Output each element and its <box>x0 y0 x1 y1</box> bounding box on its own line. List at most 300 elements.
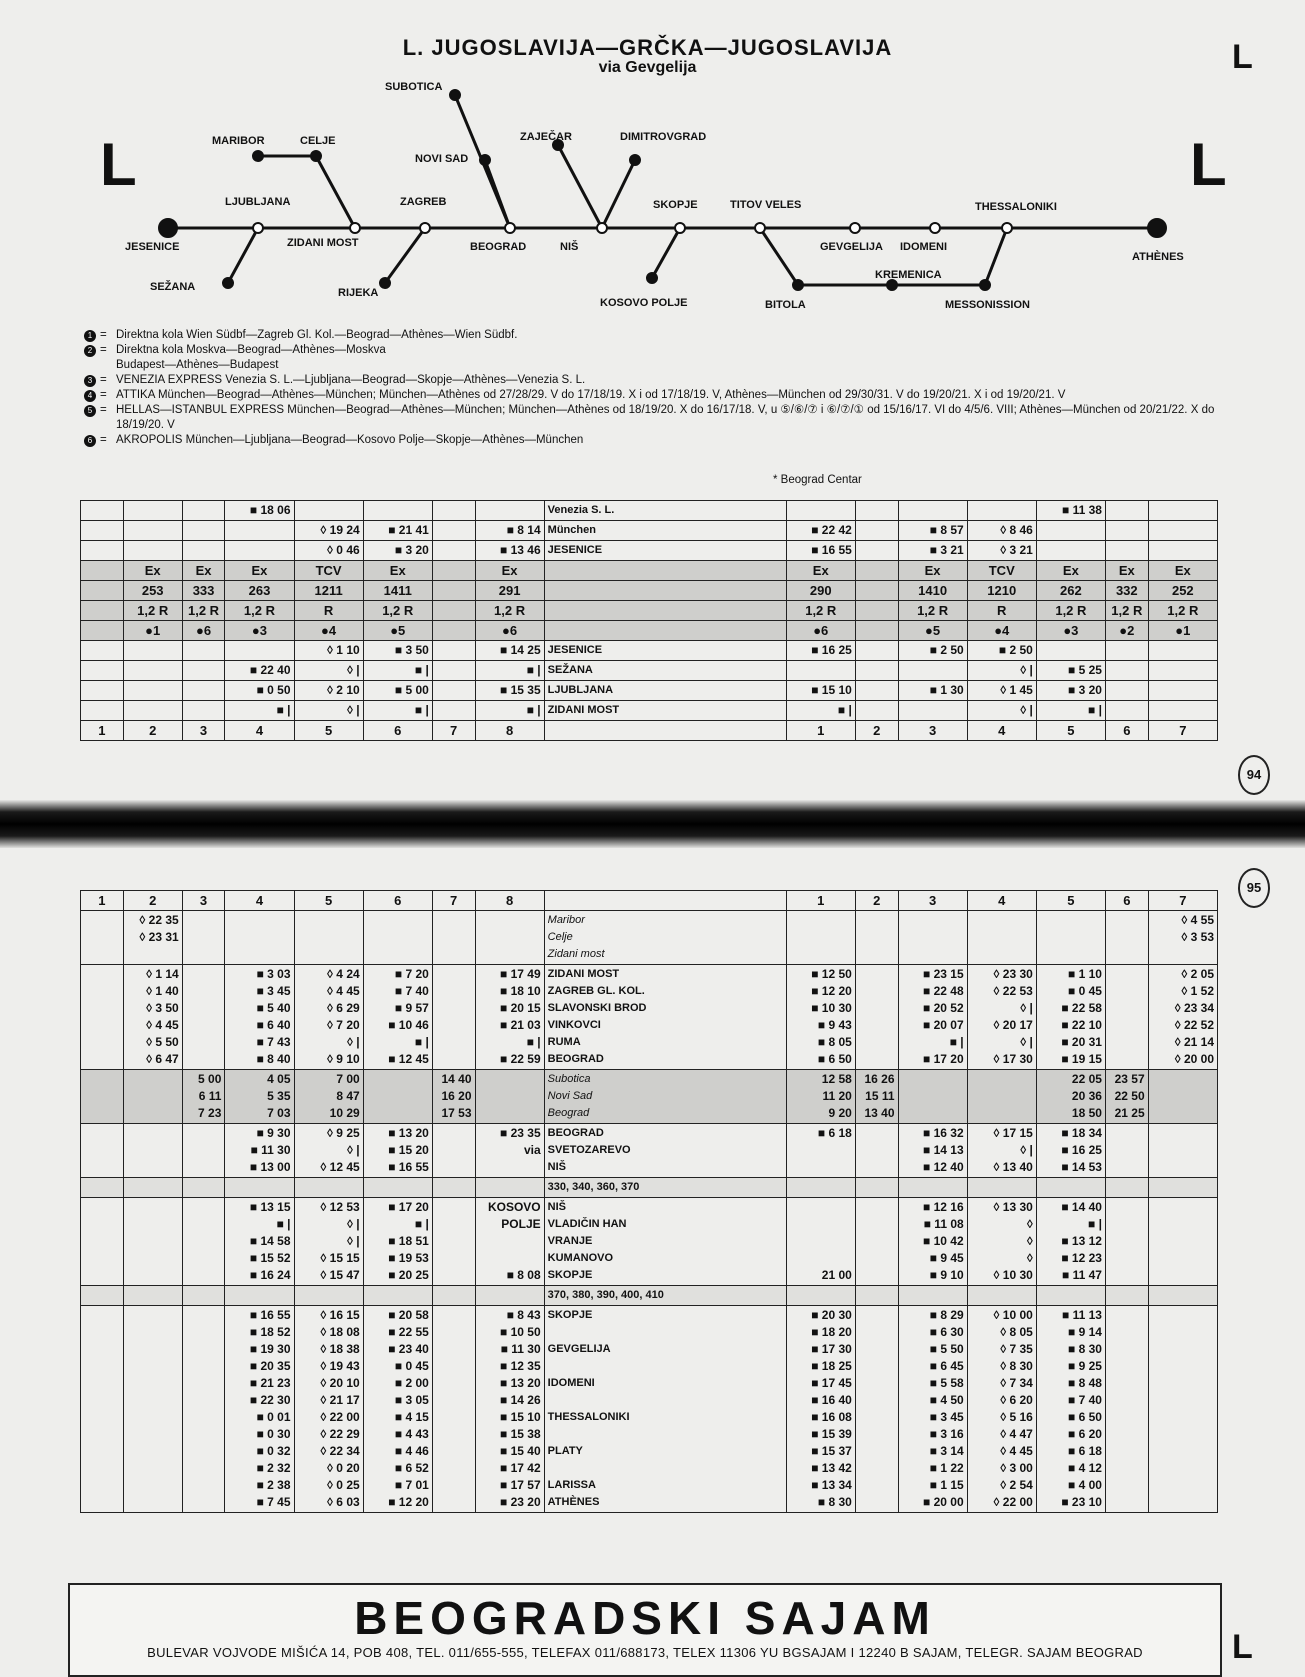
time-cell: ■ 2 50 <box>967 641 1036 661</box>
train-classes-cell <box>432 601 475 621</box>
train-classes-cell: 1,2 R <box>898 601 967 621</box>
blank-cell <box>182 1178 225 1198</box>
time-cell: ■ 16 25 <box>786 641 855 661</box>
time-cell: ◊ 13 30 ◊ ◊ ◊ ◊ 10 30 <box>967 1198 1036 1286</box>
time-cell: ■ 1 30 <box>898 681 967 701</box>
top-timetable <box>80 500 1218 741</box>
time-cell <box>182 681 225 701</box>
time-cell <box>432 965 475 1070</box>
train-type-cell: Ex <box>225 561 294 581</box>
time-cell <box>967 501 1036 521</box>
time-cell <box>81 1306 124 1513</box>
city-titov-veles: TITOV VELES <box>730 199 802 211</box>
time-cell: ◊ 8 46 <box>967 521 1036 541</box>
blank-cell <box>1105 1286 1148 1306</box>
station-cell: BEOGRAD SVETOZAREVO NIŠ <box>544 1124 786 1178</box>
train-type-cell: Ex <box>363 561 432 581</box>
time-cell <box>1105 501 1148 521</box>
blank-cell <box>1105 1178 1148 1198</box>
time-cell: ◊ 4 55 ◊ 3 53 <box>1148 911 1217 965</box>
column-number: 2 <box>123 721 182 741</box>
train-number-cell: 1410 <box>898 581 967 601</box>
time-cell: ■ 3 21 <box>898 541 967 561</box>
time-cell: ■ 5 25 <box>1036 661 1105 681</box>
note-row <box>82 358 1217 373</box>
banner-title: BEOGRADSKI SAJAM <box>354 1592 936 1644</box>
train-number-cell: 1411 <box>363 581 432 601</box>
time-cell: ◊ 1 10 <box>294 641 363 661</box>
time-cell: ■ 17 49 ■ 18 10 ■ 20 15 ■ 21 03 ■ | ■ 22 59 <box>475 965 544 1070</box>
time-cell <box>182 541 225 561</box>
blank-cell <box>363 1178 432 1198</box>
note-text: Direktna kola Moskva—Beograd—Athènes—Moskva <box>116 344 386 356</box>
time-cell <box>475 501 544 521</box>
train-classes-cell: 1,2 R <box>786 601 855 621</box>
time-cell <box>786 501 855 521</box>
train-type-cell: Ex <box>898 561 967 581</box>
time-cell: ■ | <box>786 701 855 721</box>
time-cell <box>182 1198 225 1286</box>
column-number: 5 <box>294 721 363 741</box>
city-athenes: ATHÈNES <box>1132 251 1184 263</box>
time-cell <box>182 521 225 541</box>
time-cell: ◊ 4 24 ◊ 4 45 ◊ 6 29 ◊ 7 20 ◊ | ◊ 9 10 <box>294 965 363 1070</box>
train-classes-cell: 1,2 R <box>182 601 225 621</box>
blank-cell <box>123 1286 182 1306</box>
time-cell: ◊ 16 15 ◊ 18 08 ◊ 18 38 ◊ 19 43 ◊ 20 10 ◊ 21 17 ◊ 22 00 ◊ 22 29 ◊ 22 34 ◊ 0 20 ◊ 0 25 ◊ 6 03 <box>294 1306 363 1513</box>
time-cell <box>182 641 225 661</box>
column-number: 6 <box>1105 891 1148 911</box>
time-cell <box>1148 1306 1217 1513</box>
time-cell: ■ 8 57 <box>898 521 967 541</box>
time-cell: ■ 17 20 ■ | ■ 18 51 ■ 19 53 ■ 20 25 <box>363 1198 432 1286</box>
train-type-cell: TCV <box>294 561 363 581</box>
station-athenes-dot <box>1148 219 1166 237</box>
time-cell <box>1148 661 1217 681</box>
column-number: 1 <box>786 891 855 911</box>
train-classes-cell: 1,2 R <box>475 601 544 621</box>
station-cell: München <box>544 521 786 541</box>
train-classes-cell: 1,2 R <box>363 601 432 621</box>
time-cell <box>1148 701 1217 721</box>
time-cell <box>81 521 124 541</box>
time-cell: ■ 15 10 <box>786 681 855 701</box>
column-number: 7 <box>1148 891 1217 911</box>
column-number: 3 <box>182 721 225 741</box>
column-number: 8 <box>475 721 544 741</box>
time-cell: ■ 2 50 <box>898 641 967 661</box>
time-cell <box>432 641 475 661</box>
blank-cell <box>1148 1286 1217 1306</box>
blank-cell <box>786 1178 855 1198</box>
city-idomeni: IDOMENI <box>900 241 948 253</box>
time-cell: 4 05 5 35 7 03 <box>225 1070 294 1124</box>
time-cell <box>432 1198 475 1286</box>
time-cell <box>432 681 475 701</box>
column-number: 4 <box>225 891 294 911</box>
train-number-cell: 291 <box>475 581 544 601</box>
time-cell <box>1148 641 1217 661</box>
column-number: 2 <box>855 891 898 911</box>
time-cell <box>1148 521 1217 541</box>
top-page <box>0 0 1305 800</box>
corner-mark-bottom: L <box>1232 1628 1253 1666</box>
station-cell: SEŽANA <box>544 661 786 681</box>
section-letter-right: L <box>1190 131 1227 198</box>
blank-cell <box>544 721 786 741</box>
train-type-cell: Ex <box>786 561 855 581</box>
train-classes-cell: 1,2 R <box>1036 601 1105 621</box>
time-cell <box>225 911 294 965</box>
blank-cell <box>898 1178 967 1198</box>
note-marker-cell: ●4 <box>967 621 1036 641</box>
train-number-cell <box>432 581 475 601</box>
time-cell: ■ | <box>225 701 294 721</box>
time-cell: 16 26 15 11 13 40 <box>855 1070 898 1124</box>
time-cell: KOSOVO POLJE ■ 8 08 <box>475 1198 544 1286</box>
time-cell: ◊ | <box>967 661 1036 681</box>
city-messonissi: MESSONISSION <box>945 299 1030 311</box>
time-cell <box>81 1124 124 1178</box>
time-cell: ◊ 1 45 <box>967 681 1036 701</box>
time-cell: ■ 5 00 <box>363 681 432 701</box>
time-cell: ■ 18 06 <box>225 501 294 521</box>
station-cell: ZIDANI MOST <box>544 701 786 721</box>
section-row <box>81 1286 1218 1306</box>
page-number-bottom: 95 <box>1238 868 1270 908</box>
column-number: 2 <box>855 721 898 741</box>
time-cell: ■ 14 25 <box>475 641 544 661</box>
blank-cell <box>81 621 124 641</box>
city-gevgelija: GEVGELIJA <box>820 241 883 253</box>
time-cell <box>1105 701 1148 721</box>
note-marker-cell: ●6 <box>182 621 225 641</box>
time-cell <box>363 501 432 521</box>
time-cell: 22 05 20 36 18 50 <box>1036 1070 1105 1124</box>
train-classes-cell <box>855 601 898 621</box>
time-cell <box>1105 1306 1148 1513</box>
time-cell: ■ 18 34 ■ 16 25 ■ 14 53 <box>1036 1124 1105 1178</box>
column-number: 6 <box>363 721 432 741</box>
train-classes-cell: R <box>294 601 363 621</box>
train-number-cell: 1210 <box>967 581 1036 601</box>
column-number: 7 <box>432 891 475 911</box>
column-number: 5 <box>1036 891 1105 911</box>
station-cell: JESENICE <box>544 541 786 561</box>
time-cell <box>432 1124 475 1178</box>
time-cell: ◊ 17 15 ◊ | ◊ 13 40 <box>967 1124 1036 1178</box>
time-cell <box>123 681 182 701</box>
section-row <box>81 1178 1218 1198</box>
time-cell: ◊ 2 05 ◊ 1 52 ◊ 23 34 ◊ 22 52 ◊ 21 14 ◊ 20 00 <box>1148 965 1217 1070</box>
train-header-row <box>81 601 1218 621</box>
time-cell: ◊ 23 30 ◊ 22 53 ◊ | ◊ 20 17 ◊ | ◊ 17 30 <box>967 965 1036 1070</box>
blank-cell <box>81 1178 124 1198</box>
station-cell: SKOPJE GEVGELIJA IDOMENI THESSALONIKI PLATY LARISSA ATHÈNES <box>544 1306 786 1513</box>
time-cell: 7 00 8 47 10 29 <box>294 1070 363 1124</box>
time-cell <box>81 661 124 681</box>
train-type-cell: Ex <box>1036 561 1105 581</box>
time-cell: ■ 13 15 ■ | ■ 14 58 ■ 15 52 ■ 16 24 <box>225 1198 294 1286</box>
time-cell <box>786 661 855 681</box>
note-marker-cell: ●5 <box>363 621 432 641</box>
page-subtitle: via Gevgelija <box>598 59 697 76</box>
blank-cell <box>81 581 124 601</box>
train-classes-cell: 1,2 R <box>123 601 182 621</box>
note-row: 1 = Direktna kola Wien Südbf—Zagreb Gl. Kol.—Beograd—Athènes—Wien Südbf. <box>82 328 1217 343</box>
bottom-timetable <box>80 890 1218 1513</box>
column-number: 4 <box>967 891 1036 911</box>
table-row <box>81 911 1218 965</box>
city-dimitrovgrad: DIMITROVGRAD <box>620 131 707 143</box>
time-cell <box>81 1070 124 1124</box>
time-cell: ■ 6 18 <box>786 1124 855 1178</box>
time-cell <box>898 661 967 681</box>
train-type-cell: TCV <box>967 561 1036 581</box>
time-cell <box>1105 641 1148 661</box>
blank-cell <box>81 601 124 621</box>
train-type-cell: Ex <box>182 561 225 581</box>
table-row <box>81 501 1218 521</box>
city-thessaloniki: THESSALONIKI <box>975 201 1057 213</box>
time-cell <box>855 1306 898 1513</box>
time-cell: ◊ | <box>967 701 1036 721</box>
top-upper-rows <box>81 501 1218 561</box>
time-cell <box>786 911 855 965</box>
time-cell <box>1105 965 1148 1070</box>
note-marker-cell: ●3 <box>1036 621 1105 641</box>
time-cell <box>432 911 475 965</box>
time-cell: ■ 3 03 ■ 3 45 ■ 5 40 ■ 6 40 ■ 7 43 ■ 8 40 <box>225 965 294 1070</box>
top-lower-rows <box>81 641 1218 721</box>
time-cell: 23 57 22 50 21 25 <box>1105 1070 1148 1124</box>
section-header: 330, 340, 360, 370 <box>544 1178 786 1198</box>
time-cell: ■ 23 15 ■ 22 48 ■ 20 52 ■ 20 07 ■ | ■ 17 20 <box>898 965 967 1070</box>
column-number-row <box>81 891 1218 911</box>
note-marker: 5 <box>84 405 96 417</box>
time-cell: ◊ 1 14 ◊ 1 40 ◊ 3 50 ◊ 4 45 ◊ 5 50 ◊ 6 47 <box>123 965 182 1070</box>
blank-cell <box>475 1286 544 1306</box>
note-marker: 1 <box>84 330 96 342</box>
time-cell <box>81 681 124 701</box>
time-cell: ■ 12 16 ■ 11 08 ■ 10 42 ■ 9 45 ■ 9 10 <box>898 1198 967 1286</box>
note-row: 6 = AKROPOLIS München—Ljubljana—Beograd—Kosovo Polje—Skopje—Athènes—München <box>82 433 1217 448</box>
table-row <box>81 701 1218 721</box>
table-row <box>81 641 1218 661</box>
time-cell: 5 00 6 11 7 23 <box>182 1070 225 1124</box>
time-cell <box>123 521 182 541</box>
time-cell <box>898 501 967 521</box>
time-cell <box>182 911 225 965</box>
time-cell <box>475 1070 544 1124</box>
time-cell <box>1105 521 1148 541</box>
time-cell <box>225 521 294 541</box>
time-cell <box>182 1124 225 1178</box>
city-rijeka: RIJEKA <box>338 287 379 299</box>
note-text: VENEZIA EXPRESS Venezia S. L.—Ljubljana—Beograd—Skopje—Athènes—Venezia S. L. <box>116 374 586 386</box>
time-cell: ■ | <box>1036 701 1105 721</box>
time-cell: ◊ 22 35 ◊ 23 31 <box>123 911 182 965</box>
blank-cell <box>432 1286 475 1306</box>
table-row <box>81 1124 1218 1178</box>
city-zajecar: ZAJEČAR <box>520 131 572 143</box>
time-cell: ■ 12 50 ■ 12 20 ■ 10 30 ■ 9 43 ■ 8 05 ■ 6 50 <box>786 965 855 1070</box>
time-cell: ■ 3 50 <box>363 641 432 661</box>
train-number-cell: 290 <box>786 581 855 601</box>
column-number: 6 <box>363 891 432 911</box>
station-cell: Maribor Celje Zidani most <box>544 911 786 965</box>
time-cell <box>81 641 124 661</box>
column-number: 1 <box>786 721 855 741</box>
time-cell: ■ 3 20 <box>1036 681 1105 701</box>
time-cell <box>182 701 225 721</box>
station-cell: ZIDANI MOST ZAGREB GL. KOL. SLAVONSKI BROD VINKOVCI RUMA BEOGRAD <box>544 965 786 1070</box>
blank-cell <box>967 1178 1036 1198</box>
time-cell <box>1036 911 1105 965</box>
blank-cell <box>544 891 786 911</box>
time-cell <box>123 541 182 561</box>
route-map-svg <box>80 81 1220 330</box>
table-row <box>81 681 1218 701</box>
train-type-cell: Ex <box>475 561 544 581</box>
time-cell: ■ 16 32 ■ 14 13 ■ 12 40 <box>898 1124 967 1178</box>
train-number-cell: 333 <box>182 581 225 601</box>
note-marker: 2 <box>84 345 96 357</box>
time-cell <box>967 911 1036 965</box>
table-row <box>81 1306 1218 1513</box>
bottom-column-numbers <box>81 891 1218 911</box>
train-type-cell <box>855 561 898 581</box>
train-number-cell: 1211 <box>294 581 363 601</box>
time-cell <box>363 911 432 965</box>
blank-cell <box>1036 1286 1105 1306</box>
blank-cell <box>898 1286 967 1306</box>
time-cell: ■ 23 35 via <box>475 1124 544 1178</box>
table-row <box>81 661 1218 681</box>
note-marker: 4 <box>84 390 96 402</box>
time-cell <box>1036 641 1105 661</box>
city-kremenica: KREMENICA <box>875 269 942 281</box>
time-cell: ■ 15 35 <box>475 681 544 701</box>
page-title: L. JUGOSLAVIJA—GRČKA—JUGOSLAVIJA <box>402 35 893 60</box>
time-cell <box>967 1070 1036 1124</box>
time-cell: ■ 20 58 ■ 22 55 ■ 23 40 ■ 0 45 ■ 2 00 ■ 3 05 ■ 4 15 ■ 4 43 ■ 4 46 ■ 6 52 ■ 7 01 ■ 12 20 <box>363 1306 432 1513</box>
page-number: 94 <box>1238 755 1270 795</box>
section-header: 370, 380, 390, 400, 410 <box>544 1286 786 1306</box>
time-cell: ◊ 12 53 ◊ | ◊ | ◊ 15 15 ◊ 15 47 <box>294 1198 363 1286</box>
time-cell <box>432 501 475 521</box>
column-number: 1 <box>81 891 124 911</box>
column-number: 8 <box>475 891 544 911</box>
time-cell <box>1148 1198 1217 1286</box>
time-cell <box>1105 661 1148 681</box>
time-cell <box>81 1198 124 1286</box>
time-cell <box>81 911 124 965</box>
time-cell: ◊ | <box>294 661 363 681</box>
time-cell <box>855 911 898 965</box>
time-cell <box>81 701 124 721</box>
time-cell <box>432 1306 475 1513</box>
city-celje: CELJE <box>300 135 336 147</box>
train-number-cell: 263 <box>225 581 294 601</box>
note-row: 4 = ATTIKA München—Beograd—Athènes—München; München—Athènes od 27/28/29. V do 17/18/19. X i od 17/18/19. V, Athènes—München od 29/30/31. V do 19/20/21. X i od 19/20/21. V <box>82 388 1217 403</box>
time-cell: ◊ 3 21 <box>967 541 1036 561</box>
time-cell <box>855 661 898 681</box>
column-number: 2 <box>123 891 182 911</box>
time-cell: ◊ 19 24 <box>294 521 363 541</box>
route-map <box>80 81 1220 330</box>
city-jesenice: JESENICE <box>125 241 180 253</box>
train-type-cell <box>432 561 475 581</box>
time-cell: ■ 20 30 ■ 18 20 ■ 17 30 ■ 18 25 ■ 17 45 ■ 16 40 ■ 16 08 ■ 15 39 ■ 15 37 ■ 13 42 ■ 13 34 ■ 8 30 <box>786 1306 855 1513</box>
time-cell <box>432 521 475 541</box>
time-cell <box>182 501 225 521</box>
time-cell <box>294 911 363 965</box>
time-cell <box>123 1198 182 1286</box>
time-cell <box>855 1124 898 1178</box>
time-cell <box>182 661 225 681</box>
time-cell <box>432 661 475 681</box>
column-number: 6 <box>1105 721 1148 741</box>
table-row <box>81 521 1218 541</box>
column-number-row <box>81 721 1218 741</box>
time-cell: ■ 3 20 <box>363 541 432 561</box>
station-cell: Venezia S. L. <box>544 501 786 521</box>
time-cell <box>855 641 898 661</box>
time-cell: ■ 13 20 ■ 15 20 ■ 16 55 <box>363 1124 432 1178</box>
time-cell <box>123 1070 182 1124</box>
banner-address: BULEVAR VOJVODE MIŠIĆA 14, POB 408, TEL. 011/655-555, TELEFAX 011/688173, TELEX 11306 YU BGSAJAM I 12240 B SAJAM, TELEGR. SAJAM BEOGRAD <box>147 1645 1143 1660</box>
column-number: 5 <box>294 891 363 911</box>
time-cell <box>225 541 294 561</box>
city-ljubljana: LJUBLJANA <box>225 196 291 208</box>
station-cell: NIŠ VLADIČIN HAN VRANJE KUMANOVO SKOPJE <box>544 1198 786 1286</box>
city-zidani-most: ZIDANI MOST <box>287 237 359 249</box>
time-cell <box>225 641 294 661</box>
time-cell: 12 58 11 20 9 20 <box>786 1070 855 1124</box>
section-letter-left: L <box>100 131 137 198</box>
note-marker-cell: ●1 <box>1148 621 1217 641</box>
time-cell: ◊ 0 46 <box>294 541 363 561</box>
blank-cell <box>544 561 786 581</box>
train-type-cell: Ex <box>123 561 182 581</box>
train-type-cell: Ex <box>1105 561 1148 581</box>
time-cell <box>432 541 475 561</box>
table-row <box>81 1198 1218 1286</box>
note-row: 2 = Direktna kola Moskva—Beograd—Athènes—Moskva <box>82 343 1217 358</box>
note-marker-cell <box>855 621 898 641</box>
time-cell <box>432 701 475 721</box>
train-number-cell: 332 <box>1105 581 1148 601</box>
city-beograd: BEOGRAD <box>470 241 527 253</box>
blank-cell <box>855 1286 898 1306</box>
time-cell <box>855 701 898 721</box>
bottom-rows <box>81 911 1218 1513</box>
note-row: 3 = VENEZIA EXPRESS Venezia S. L.—Ljubljana—Beograd—Skopje—Athènes—Venezia S. L. <box>82 373 1217 388</box>
time-cell: ■ 22 40 <box>225 661 294 681</box>
column-number: 3 <box>898 891 967 911</box>
top-column-numbers <box>81 721 1218 741</box>
time-cell: ◊ | <box>294 701 363 721</box>
blank-cell <box>855 1178 898 1198</box>
station-cell: LJUBLJANA <box>544 681 786 701</box>
time-cell <box>898 911 967 965</box>
time-cell <box>1036 541 1105 561</box>
time-cell <box>81 965 124 1070</box>
blank-cell <box>432 1178 475 1198</box>
advert-banner <box>68 1583 1222 1677</box>
time-cell <box>1036 521 1105 541</box>
